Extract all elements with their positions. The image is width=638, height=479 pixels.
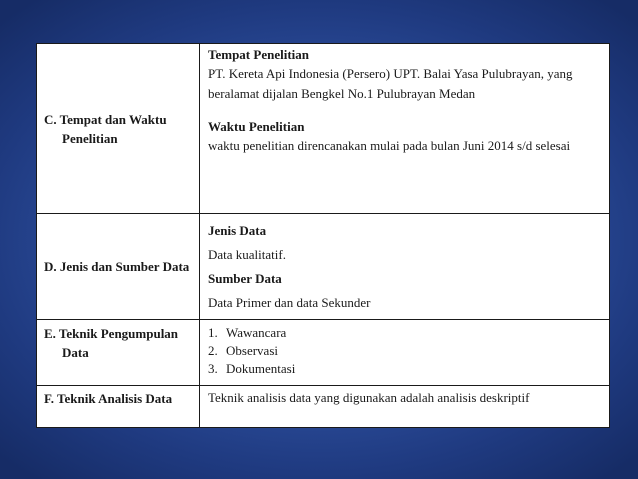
row-content-cell — [200, 44, 610, 214]
list-number: 2. — [208, 343, 218, 358]
row-label: C. Tempat dan Waktu Penelitian — [44, 111, 167, 146]
row-label-cell — [37, 320, 200, 386]
row-content-cell — [200, 320, 610, 386]
list-number: 3. — [208, 361, 218, 376]
list-number: 1. — [208, 325, 218, 340]
table-row — [37, 44, 610, 214]
section-body: PT. Kereta Api Indonesia (Persero) UPT. Balai Yasa Pulubrayan, yang beralamat dijalan Bengkel No.1 Pulubrayan Medan — [208, 66, 573, 101]
row-label: E. Teknik Pengumpulan Data — [44, 326, 179, 360]
list-item — [208, 324, 601, 342]
row-label-cell — [37, 44, 200, 214]
row-content-cell — [200, 214, 610, 320]
list-text: Observasi — [226, 343, 278, 358]
section-heading: Sumber Data — [208, 271, 282, 286]
row-label-cell — [37, 386, 200, 428]
section-heading: Waktu Penelitian — [208, 119, 305, 134]
row-label-cell — [37, 214, 200, 320]
section-body: waktu penelitian direncanakan mulai pada bulan Juni 2014 s/d selesai — [208, 138, 571, 153]
section-heading: Tempat Penelitian — [208, 47, 309, 62]
row-content-cell — [200, 386, 610, 428]
section-heading: Jenis Data — [208, 223, 267, 238]
table-row — [37, 386, 610, 428]
section-body: Data kualitatif. — [208, 247, 286, 262]
list-item — [208, 360, 601, 378]
table-row — [37, 214, 610, 320]
row-label: F. Teknik Analisis Data — [44, 391, 173, 406]
section-body: Teknik analisis data yang digunakan adalah analisis deskriptif — [208, 390, 530, 405]
list-text: Dokumentasi — [226, 361, 296, 376]
row-label: D. Jenis dan Sumber Data — [44, 259, 190, 274]
section-body: Data Primer dan data Sekunder — [208, 295, 371, 310]
list-text: Wawancara — [226, 325, 287, 340]
list-item — [208, 342, 601, 360]
table-row — [37, 320, 610, 386]
research-method-table — [36, 43, 610, 428]
